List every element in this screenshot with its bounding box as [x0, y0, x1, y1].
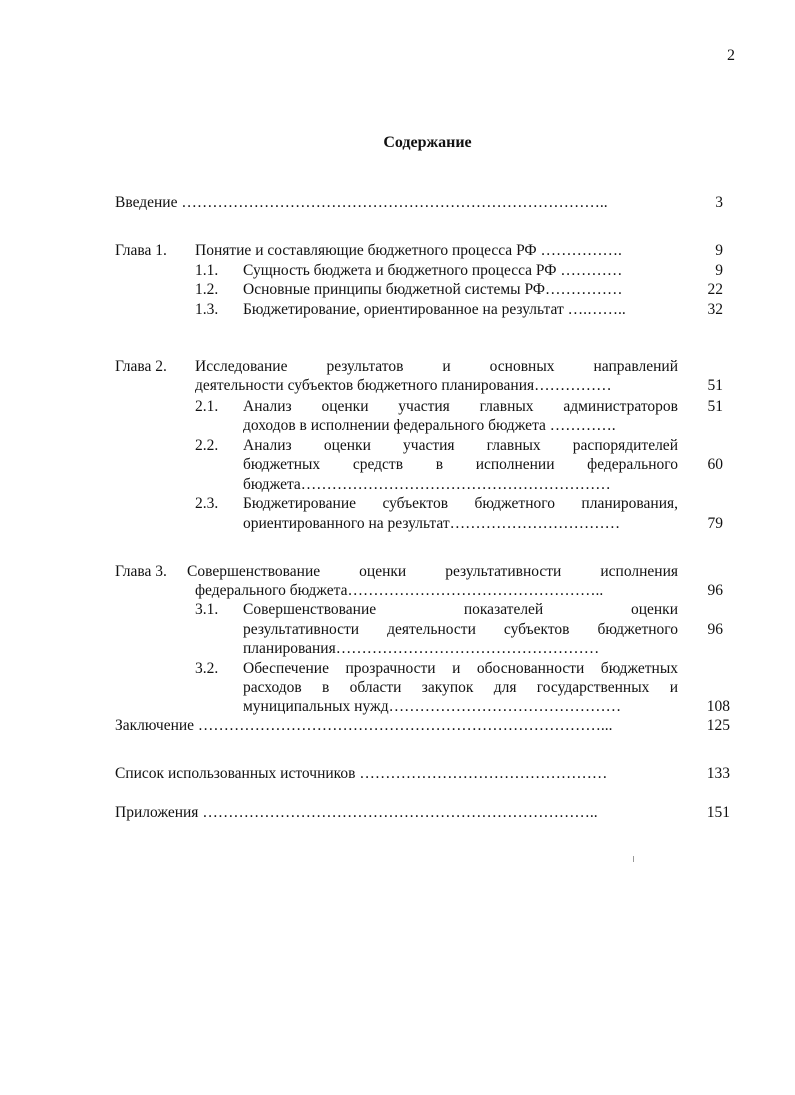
section-1-2-page: 22 — [707, 281, 723, 298]
section-3-1-page: 96 — [707, 621, 723, 638]
section-2-2-page: 60 — [707, 456, 723, 473]
section-2-3-title-line-2: ориентированного на результат…………………………… — [243, 515, 621, 532]
chapter-3-title-line-2: федерального бюджета………………………………………….. — [195, 582, 604, 599]
section-3-1-title-line-3: планирования…………………………………………… — [243, 640, 600, 657]
section-1-3-number: 1.3. — [195, 301, 219, 318]
toc-intro: Введение ……………………………………………………………………….. — [115, 194, 608, 211]
section-3-1-title-line-1: Совершенствование показателей оценки — [243, 601, 678, 618]
section-1-1-number: 1.1. — [195, 262, 219, 279]
section-1-3-title: Бюджетирование, ориентированное на результат ….…….. — [243, 301, 626, 318]
chapter-3-label: Глава 3. — [115, 563, 167, 580]
section-3-2-title-line-2: расходов в области закупок для государственных и — [243, 679, 678, 696]
toc-conclusion: Заключение ……………………………………………………………………... — [115, 717, 613, 734]
chapter-2-label: Глава 2. — [115, 358, 167, 375]
toc-appendices-page: 151 — [706, 804, 730, 821]
toc-references: Список использованных источников ………………………………………… — [115, 765, 608, 782]
toc-references-page: 133 — [706, 765, 730, 782]
section-3-2-page: 108 — [706, 698, 730, 715]
section-1-2-title: Основные принципы бюджетной системы РФ…………… — [243, 281, 623, 298]
section-1-1-page: 9 — [715, 262, 723, 279]
page-number: 2 — [727, 47, 735, 64]
section-3-2-title-line-3: муниципальных нужд……………………………………… — [243, 698, 622, 715]
section-2-3-number: 2.3. — [195, 495, 219, 512]
section-1-3-page: 32 — [707, 301, 723, 318]
chapter-3-page: 96 — [707, 582, 723, 599]
section-2-1-page: 51 — [707, 398, 723, 415]
section-2-1-title-line-1: Анализ оценки участия главных администраторов — [243, 398, 678, 415]
chapter-2-page: 51 — [707, 377, 723, 394]
chapter-2-title-line-2: деятельности субъектов бюджетного планирования…………… — [195, 377, 612, 394]
section-3-2-number: 3.2. — [195, 660, 219, 677]
section-2-2-title-line-2: бюджетных средств в исполнении федерального — [243, 456, 678, 473]
section-2-3-title-line-1: Бюджетирование субъектов бюджетного планирования, — [243, 495, 678, 512]
section-2-1-number: 2.1. — [195, 398, 219, 415]
section-2-3-page: 79 — [707, 515, 723, 532]
toc-intro-page: 3 — [715, 194, 723, 211]
section-3-1-title-line-2: результативности деятельности субъектов бюджетного — [243, 621, 678, 638]
section-3-1-number: 3.1. — [195, 601, 219, 618]
chapter-1-page: 9 — [715, 242, 723, 259]
chapter-1-title: Понятие и составляющие бюджетного процесса РФ ……………. — [195, 242, 622, 259]
section-3-2-title-line-1: Обеспечение прозрачности и обоснованности бюджетных — [243, 660, 678, 677]
page-title: Содержание — [383, 134, 472, 151]
section-1-2-number: 1.2. — [195, 281, 219, 298]
section-2-2-title-line-3: бюджета…………………………………………………… — [243, 476, 611, 493]
section-2-2-number: 2.2. — [195, 437, 219, 454]
scan-mark — [633, 856, 634, 862]
chapter-1-label: Глава 1. — [115, 242, 167, 259]
toc-conclusion-page: 125 — [706, 717, 730, 734]
chapter-3-title-line-1: Совершенствование оценки результативности исполнения — [187, 563, 678, 580]
section-2-1-title-line-2: доходов в исполнении федерального бюджета …………. — [243, 417, 616, 434]
chapter-2-title-line-1: Исследование результатов и основных направлений — [195, 358, 678, 375]
section-1-1-title: Сущность бюджета и бюджетного процесса РФ ………… — [243, 262, 623, 279]
toc-appendices: Приложения ………………………………………………………………….. — [115, 804, 598, 821]
section-2-2-title-line-1: Анализ оценки участия главных распорядителей — [243, 437, 678, 454]
